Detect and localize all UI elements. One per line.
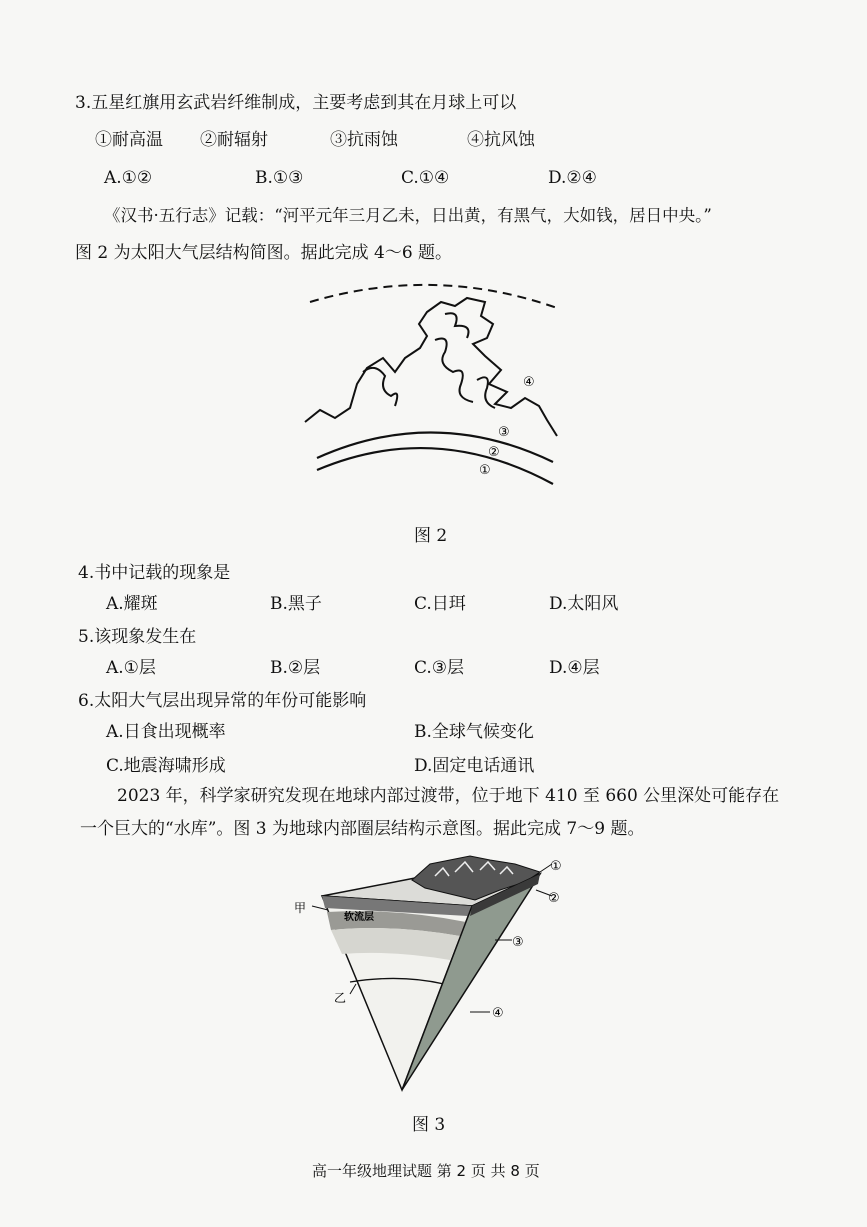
outer-boundary-dashed [310,285,557,308]
q6-option-b: B.全球气候变化 [414,722,534,742]
corona-swirl-2 [435,339,473,403]
q3-option-d: D.②④ [548,168,597,188]
passage2-line1: 2023 年，科学家研究发现在地球内部过渡带，位于地下 410 至 660 公里深处可能存在 [117,786,780,806]
q4-option-c: C.日珥 [414,594,466,614]
corona-swirl-3 [445,313,469,338]
soft-layer-label: 软流层 [344,912,374,923]
q3-item-3: ③抗雨蚀 [330,130,398,150]
corona-swirl-1 [363,368,397,406]
q3-item-4: ④抗风蚀 [467,130,535,150]
fig2-label-2: ② [488,445,500,460]
q4-option-a: A.耀斑 [106,594,158,614]
fig2-label-1: ① [479,463,491,478]
q3-option-b: B.①③ [255,168,304,188]
figure-3-earth-interior [294,850,562,1095]
q4-stem: 4.书中记载的现象是 [78,563,231,583]
q5-option-d: D.④层 [549,658,600,678]
q6-stem: 6.太阳大气层出现异常的年份可能影响 [78,691,367,711]
fig3-label-4: ④ [492,1006,504,1021]
fig3-caption: 图 3 [412,1115,446,1135]
fig3-label-jia: 甲 [294,901,307,915]
q3-item-1: ①耐高温 [95,130,163,150]
passage1-line1: 《汉书·五行志》记载：“河平元年三月乙未，日出黄，有黑气，大如钱，居日中央。” [104,206,712,225]
fig2-caption: 图 2 [414,526,448,546]
q6-option-d: D.固定电话通讯 [414,756,535,776]
q4-option-b: B.黑子 [270,594,322,614]
q6-option-c: C.地震海啸形成 [106,756,226,776]
layer-3-corona-outline [305,298,557,436]
layer-1-photosphere-outer [317,448,553,484]
q4-option-d: D.太阳风 [549,594,619,614]
q3-option-c: C.①④ [401,168,450,188]
fig3-label-1: ① [550,859,562,874]
page-footer: 高一年级地理试题 第 2 页 共 8 页 [312,1162,540,1180]
passage2-line2: 一个巨大的“水库”。图 3 为地球内部圈层结构示意图。据此完成 7～9 题。 [80,819,645,839]
passage1-line2: 图 2 为太阳大气层结构简图。据此完成 4～6 题。 [75,243,453,263]
figure-2-solar-atmosphere [295,280,575,490]
fig2-label-4: ④ [523,375,535,390]
q3-item-2: ②耐辐射 [200,130,268,150]
q6-option-a: A.日食出现概率 [106,722,226,742]
q5-option-b: B.②层 [270,658,321,678]
q3-stem: 3.五星红旗用玄武岩纤维制成，主要考虑到其在月球上可以 [75,93,517,113]
fig3-label-3: ③ [512,935,524,950]
fig3-label-yi: 乙 [334,991,347,1005]
q5-option-a: A.①层 [106,658,156,678]
corona-swirl-4 [477,377,495,408]
fig3-label-2: ② [548,891,560,906]
q5-stem: 5.该现象发生在 [78,627,197,647]
q5-option-c: C.③层 [414,658,465,678]
q3-option-a: A.①② [104,168,153,188]
leader-yi [350,984,356,994]
fig2-label-3: ③ [498,425,510,440]
